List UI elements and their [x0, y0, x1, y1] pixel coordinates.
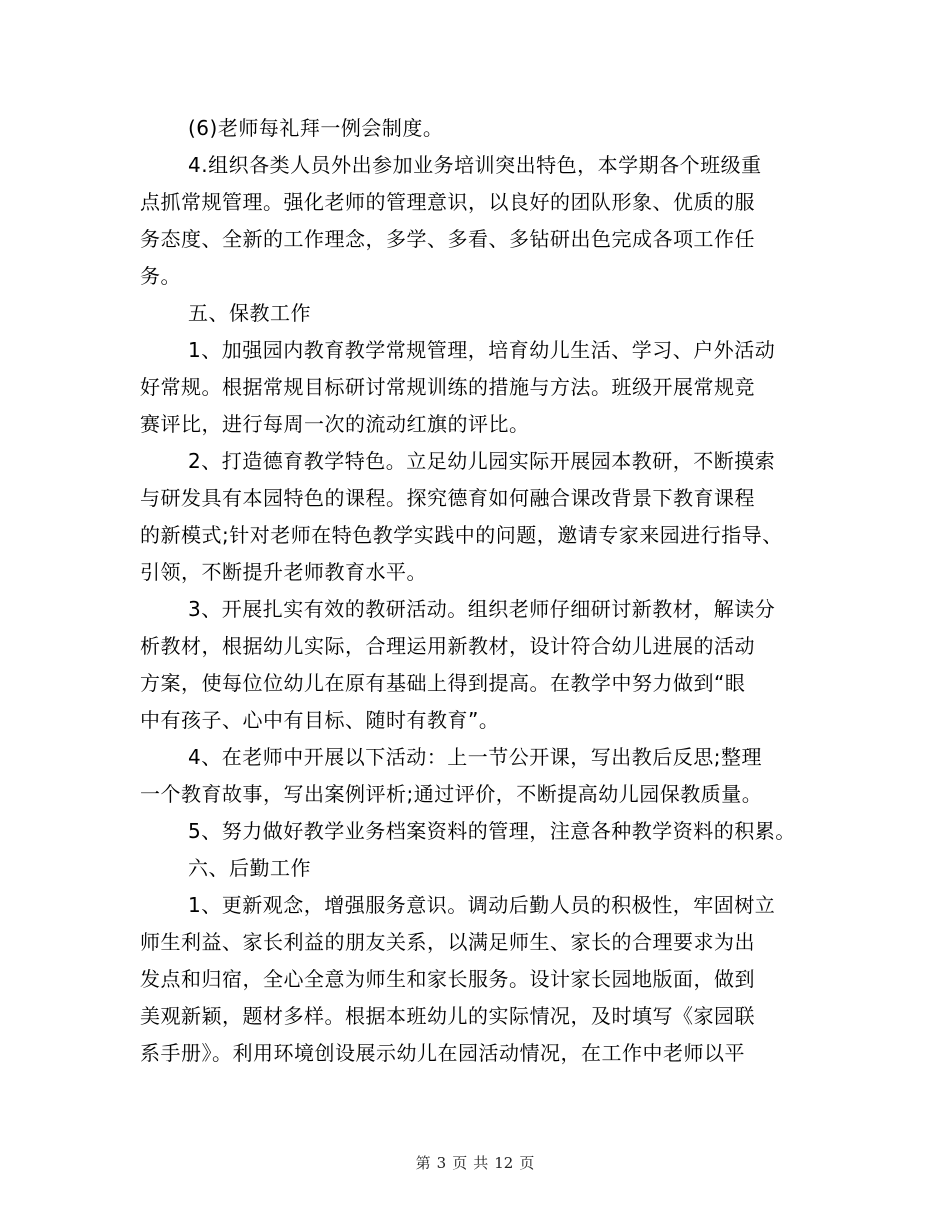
- text-line: 务态度、全新的工作理念，多学、多看、多钻研出色完成各项工作任: [140, 227, 755, 251]
- text-line: 点抓常规管理。强化老师的管理意识，以良好的团队形象、优质的服: [140, 190, 755, 214]
- text-line: 务。: [140, 264, 181, 288]
- text-line: 师生利益、家长利益的朋友关系，以满足师生、家长的合理要求为出: [140, 930, 755, 954]
- footer-page-label: 页: [452, 1154, 468, 1172]
- text-line: (6)老师每礼拜一例会制度。: [188, 116, 444, 140]
- text-line: 方案，使每位位幼儿在原有基础上得到提高。在教学中努力做到“眼: [140, 671, 746, 695]
- text-line: 2、打造德育教学特色。立足幼儿园实际开展园本教研，不断摸索: [188, 449, 776, 473]
- footer-current-page: 3: [436, 1154, 447, 1172]
- footer-prefix: 第: [415, 1154, 431, 1172]
- text-line: 4.组织各类人员外出参加业务培训突出特色，本学期各个班级重: [188, 153, 762, 177]
- text-line: 与研发具有本园特色的课程。探究德育如何融合课改背景下教育课程: [140, 486, 755, 510]
- text-line: 的新模式;针对老师在特色教学实践中的问题，邀请专家来园进行指导、: [140, 523, 783, 547]
- page-footer: [0, 1152, 950, 1173]
- text-line: 发点和归宿，全心全意为师生和家长服务。设计家长园地版面，做到: [140, 967, 755, 991]
- text-line: 系手册》。利用环境创设展示幼儿在园活动情况，在工作中老师以平: [140, 1041, 745, 1065]
- text-line: 1、加强园内教育教学常规管理，培育幼儿生活、学习、户外活动: [188, 338, 776, 362]
- text-line: 1、更新观念，增强服务意识。调动后勤人员的积极性，牢固树立: [188, 893, 776, 917]
- text-line: 美观新颖，题材多样。根据本班幼儿的实际情况，及时填写《家园联: [140, 1004, 755, 1028]
- text-line: 3、开展扎实有效的教研活动。组织老师仔细研讨新教材，解读分: [188, 597, 776, 621]
- footer-suffix: 页: [519, 1154, 535, 1172]
- text-line: 中有孩子、心中有目标、随时有教育”。: [140, 708, 500, 732]
- footer-total-label: 共: [473, 1154, 489, 1172]
- document-body: [140, 110, 820, 1072]
- text-line: 赛评比，进行每周一次的流动红旗的评比。: [140, 412, 530, 436]
- text-line: 五、保教工作: [188, 301, 311, 325]
- text-line: 好常规。根据常规目标研讨常规训练的措施与方法。班级开展常规竞: [140, 375, 755, 399]
- text-line: 5、努力做好教学业务档案资料的管理，注意各种教学资料的积累。: [188, 819, 796, 843]
- footer-total-pages: 12: [494, 1154, 514, 1172]
- text-line: 4、在老师中开展以下活动：上一节公开课，写出教后反思;整理: [188, 745, 762, 769]
- text-line: 析教材，根据幼儿实际，合理运用新教材，设计符合幼儿进展的活动: [140, 634, 755, 658]
- text-line: 引领，不断提升老师教育水平。: [140, 560, 427, 584]
- text-line: 六、后勤工作: [188, 856, 311, 880]
- text-line: 一个教育故事，写出案例评析;通过评价，不断提高幼儿园保教质量。: [140, 782, 763, 806]
